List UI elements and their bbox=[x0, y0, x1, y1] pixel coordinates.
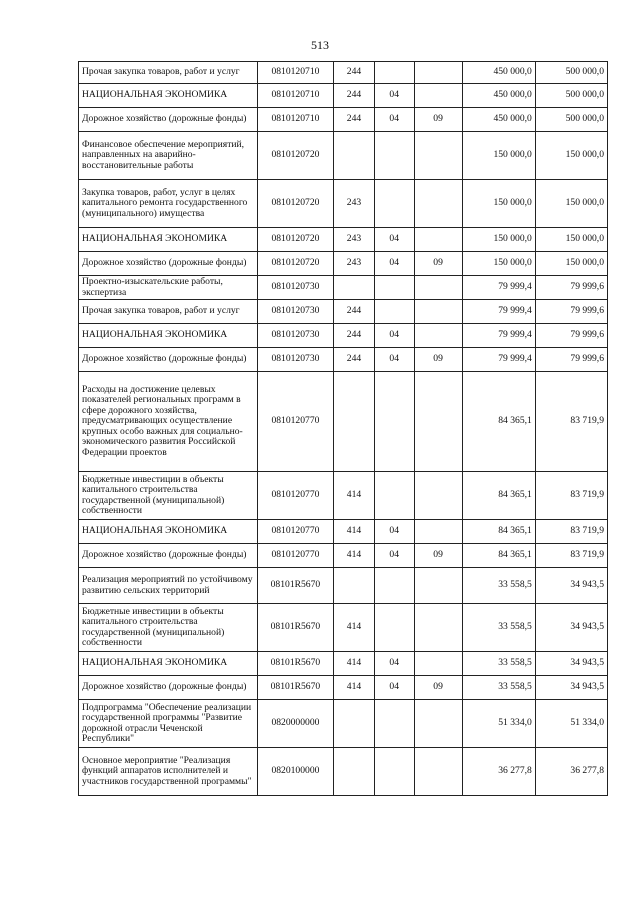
table-row bbox=[79, 84, 608, 108]
row-subsection bbox=[414, 62, 462, 84]
row-amount-year1: 450 000,0 bbox=[462, 62, 535, 84]
row-section bbox=[374, 748, 414, 796]
row-expense-type: 244 bbox=[334, 324, 375, 348]
row-amount-year2: 34 943,5 bbox=[535, 604, 607, 652]
row-section bbox=[374, 372, 414, 472]
row-amount-year1: 79 999,4 bbox=[462, 348, 535, 372]
row-name: Дорожное хозяйство (дорожные фонды) bbox=[79, 348, 258, 372]
row-subsection bbox=[414, 748, 462, 796]
row-amount-year2: 500 000,0 bbox=[535, 84, 607, 108]
table-row bbox=[79, 372, 608, 472]
row-code: 0820000000 bbox=[257, 700, 333, 748]
row-section bbox=[374, 604, 414, 652]
table-row bbox=[79, 108, 608, 132]
row-amount-year2: 150 000,0 bbox=[535, 252, 607, 276]
row-section: 04 bbox=[374, 348, 414, 372]
row-amount-year2: 34 943,5 bbox=[535, 652, 607, 676]
row-section: 04 bbox=[374, 84, 414, 108]
page-number: 513 bbox=[311, 38, 329, 52]
row-subsection bbox=[414, 324, 462, 348]
row-amount-year1: 79 999,4 bbox=[462, 276, 535, 300]
row-subsection bbox=[414, 372, 462, 472]
row-expense-type: 243 bbox=[334, 228, 375, 252]
table-row bbox=[79, 348, 608, 372]
row-amount-year1: 150 000,0 bbox=[462, 132, 535, 180]
row-subsection bbox=[414, 568, 462, 604]
row-amount-year1: 79 999,4 bbox=[462, 300, 535, 324]
row-amount-year2: 150 000,0 bbox=[535, 132, 607, 180]
row-subsection: 09 bbox=[414, 544, 462, 568]
row-expense-type: 414 bbox=[334, 676, 375, 700]
row-expense-type: 243 bbox=[334, 252, 375, 276]
row-code: 0810120720 bbox=[257, 228, 333, 252]
row-expense-type: 414 bbox=[334, 604, 375, 652]
row-code: 08101R5670 bbox=[257, 676, 333, 700]
row-subsection bbox=[414, 604, 462, 652]
row-code: 0810120720 bbox=[257, 180, 333, 228]
row-section bbox=[374, 568, 414, 604]
row-expense-type: 414 bbox=[334, 652, 375, 676]
row-expense-type: 244 bbox=[334, 348, 375, 372]
row-name: Дорожное хозяйство (дорожные фонды) bbox=[79, 544, 258, 568]
row-section bbox=[374, 132, 414, 180]
row-subsection bbox=[414, 132, 462, 180]
row-subsection bbox=[414, 300, 462, 324]
row-name: Дорожное хозяйство (дорожные фонды) bbox=[79, 252, 258, 276]
row-amount-year2: 83 719,9 bbox=[535, 544, 607, 568]
row-code: 0810120770 bbox=[257, 472, 333, 520]
row-name: Подпрограмма "Обеспечение реализации государственной программы "Развитие дорожной отрасли Чеченской Республики" bbox=[79, 700, 258, 748]
row-amount-year2: 79 999,6 bbox=[535, 276, 607, 300]
table-row bbox=[79, 544, 608, 568]
row-name: Дорожное хозяйство (дорожные фонды) bbox=[79, 676, 258, 700]
row-expense-type bbox=[334, 276, 375, 300]
row-section bbox=[374, 180, 414, 228]
row-name: Реализация мероприятий по устойчивому развитию сельских территорий bbox=[79, 568, 258, 604]
table-row bbox=[79, 132, 608, 180]
row-name: Прочая закупка товаров, работ и услуг bbox=[79, 62, 258, 84]
row-amount-year1: 33 558,5 bbox=[462, 652, 535, 676]
row-expense-type: 414 bbox=[334, 472, 375, 520]
row-code: 0810120770 bbox=[257, 520, 333, 544]
row-subsection: 09 bbox=[414, 676, 462, 700]
row-amount-year2: 36 277,8 bbox=[535, 748, 607, 796]
row-code: 0810120710 bbox=[257, 62, 333, 84]
row-name: Расходы на достижение целевых показателей региональных программ в сфере дорожного хозяйства, предусматривающих осуществление крупных особо важных для социально-экономического развития Российской Федерации проектов bbox=[79, 372, 258, 472]
row-code: 08101R5670 bbox=[257, 652, 333, 676]
row-name: НАЦИОНАЛЬНАЯ ЭКОНОМИКА bbox=[79, 652, 258, 676]
row-name: Прочая закупка товаров, работ и услуг bbox=[79, 300, 258, 324]
row-amount-year1: 84 365,1 bbox=[462, 520, 535, 544]
row-expense-type bbox=[334, 568, 375, 604]
table-row bbox=[79, 324, 608, 348]
row-code: 0810120730 bbox=[257, 348, 333, 372]
row-amount-year2: 83 719,9 bbox=[535, 472, 607, 520]
row-code: 0810120720 bbox=[257, 252, 333, 276]
row-code: 08101R5670 bbox=[257, 568, 333, 604]
row-amount-year2: 150 000,0 bbox=[535, 180, 607, 228]
row-expense-type bbox=[334, 700, 375, 748]
row-amount-year2: 79 999,6 bbox=[535, 300, 607, 324]
row-code: 0810120770 bbox=[257, 372, 333, 472]
row-amount-year1: 150 000,0 bbox=[462, 180, 535, 228]
row-expense-type: 414 bbox=[334, 520, 375, 544]
row-amount-year1: 33 558,5 bbox=[462, 568, 535, 604]
table-row bbox=[79, 700, 608, 748]
row-section bbox=[374, 300, 414, 324]
row-subsection bbox=[414, 652, 462, 676]
row-amount-year1: 150 000,0 bbox=[462, 228, 535, 252]
row-section bbox=[374, 62, 414, 84]
row-amount-year2: 79 999,6 bbox=[535, 348, 607, 372]
row-section: 04 bbox=[374, 676, 414, 700]
row-amount-year1: 33 558,5 bbox=[462, 604, 535, 652]
row-expense-type bbox=[334, 132, 375, 180]
row-code: 0820100000 bbox=[257, 748, 333, 796]
row-section: 04 bbox=[374, 520, 414, 544]
budget-table-body bbox=[79, 62, 608, 796]
row-subsection bbox=[414, 228, 462, 252]
table-row bbox=[79, 472, 608, 520]
row-subsection bbox=[414, 472, 462, 520]
row-amount-year2: 51 334,0 bbox=[535, 700, 607, 748]
row-subsection bbox=[414, 180, 462, 228]
table-row bbox=[79, 180, 608, 228]
row-expense-type: 244 bbox=[334, 300, 375, 324]
row-expense-type bbox=[334, 748, 375, 796]
row-name: Закупка товаров, работ, услуг в целях капитального ремонта государственного (муниципального) имущества bbox=[79, 180, 258, 228]
row-code: 0810120730 bbox=[257, 324, 333, 348]
row-section: 04 bbox=[374, 228, 414, 252]
row-subsection: 09 bbox=[414, 348, 462, 372]
row-section: 04 bbox=[374, 652, 414, 676]
row-subsection: 09 bbox=[414, 108, 462, 132]
row-expense-type: 244 bbox=[334, 108, 375, 132]
row-amount-year2: 79 999,6 bbox=[535, 324, 607, 348]
row-amount-year2: 83 719,9 bbox=[535, 520, 607, 544]
row-code: 0810120770 bbox=[257, 544, 333, 568]
row-amount-year1: 84 365,1 bbox=[462, 372, 535, 472]
table-row bbox=[79, 520, 608, 544]
table-row bbox=[79, 748, 608, 796]
row-expense-type: 244 bbox=[334, 84, 375, 108]
row-name: Основное мероприятие "Реализация функций аппаратов исполнителей и участников государственной программы" bbox=[79, 748, 258, 796]
row-section bbox=[374, 276, 414, 300]
row-section bbox=[374, 700, 414, 748]
row-amount-year1: 36 277,8 bbox=[462, 748, 535, 796]
row-name: Проектно-изыскательские работы, экспертиза bbox=[79, 276, 258, 300]
row-name: НАЦИОНАЛЬНАЯ ЭКОНОМИКА bbox=[79, 84, 258, 108]
row-name: НАЦИОНАЛЬНАЯ ЭКОНОМИКА bbox=[79, 520, 258, 544]
row-amount-year2: 83 719,9 bbox=[535, 372, 607, 472]
row-code: 0810120730 bbox=[257, 276, 333, 300]
row-amount-year1: 84 365,1 bbox=[462, 544, 535, 568]
row-subsection bbox=[414, 520, 462, 544]
table-row bbox=[79, 228, 608, 252]
row-expense-type bbox=[334, 372, 375, 472]
row-section: 04 bbox=[374, 108, 414, 132]
row-amount-year1: 150 000,0 bbox=[462, 252, 535, 276]
table-row bbox=[79, 300, 608, 324]
row-subsection bbox=[414, 84, 462, 108]
row-subsection: 09 bbox=[414, 252, 462, 276]
table-row bbox=[79, 62, 608, 84]
row-amount-year1: 51 334,0 bbox=[462, 700, 535, 748]
row-code: 08101R5670 bbox=[257, 604, 333, 652]
row-amount-year1: 450 000,0 bbox=[462, 108, 535, 132]
row-section bbox=[374, 472, 414, 520]
table-row bbox=[79, 652, 608, 676]
row-expense-type: 414 bbox=[334, 544, 375, 568]
row-code: 0810120720 bbox=[257, 132, 333, 180]
row-section: 04 bbox=[374, 252, 414, 276]
row-amount-year2: 150 000,0 bbox=[535, 228, 607, 252]
row-code: 0810120710 bbox=[257, 84, 333, 108]
row-section: 04 bbox=[374, 544, 414, 568]
row-code: 0810120710 bbox=[257, 108, 333, 132]
row-amount-year1: 33 558,5 bbox=[462, 676, 535, 700]
row-amount-year2: 34 943,5 bbox=[535, 676, 607, 700]
table-row bbox=[79, 604, 608, 652]
row-amount-year1: 79 999,4 bbox=[462, 324, 535, 348]
row-name: Дорожное хозяйство (дорожные фонды) bbox=[79, 108, 258, 132]
row-name: Бюджетные инвестиции в объекты капитального строительства государственной (муниципальной) собственности bbox=[79, 604, 258, 652]
row-subsection bbox=[414, 700, 462, 748]
row-section: 04 bbox=[374, 324, 414, 348]
row-name: НАЦИОНАЛЬНАЯ ЭКОНОМИКА bbox=[79, 228, 258, 252]
row-name: Бюджетные инвестиции в объекты капитального строительства государственной (муниципальной) собственности bbox=[79, 472, 258, 520]
row-subsection bbox=[414, 276, 462, 300]
row-amount-year2: 34 943,5 bbox=[535, 568, 607, 604]
row-amount-year1: 450 000,0 bbox=[462, 84, 535, 108]
table-row bbox=[79, 276, 608, 300]
table-row bbox=[79, 568, 608, 604]
row-name: НАЦИОНАЛЬНАЯ ЭКОНОМИКА bbox=[79, 324, 258, 348]
table-row bbox=[79, 252, 608, 276]
row-name: Финансовое обеспечение мероприятий, направленных на аварийно-восстановительные работы bbox=[79, 132, 258, 180]
row-amount-year2: 500 000,0 bbox=[535, 108, 607, 132]
row-amount-year1: 84 365,1 bbox=[462, 472, 535, 520]
row-amount-year2: 500 000,0 bbox=[535, 62, 607, 84]
table-row bbox=[79, 676, 608, 700]
row-expense-type: 243 bbox=[334, 180, 375, 228]
row-expense-type: 244 bbox=[334, 62, 375, 84]
row-code: 0810120730 bbox=[257, 300, 333, 324]
budget-table bbox=[78, 61, 608, 796]
